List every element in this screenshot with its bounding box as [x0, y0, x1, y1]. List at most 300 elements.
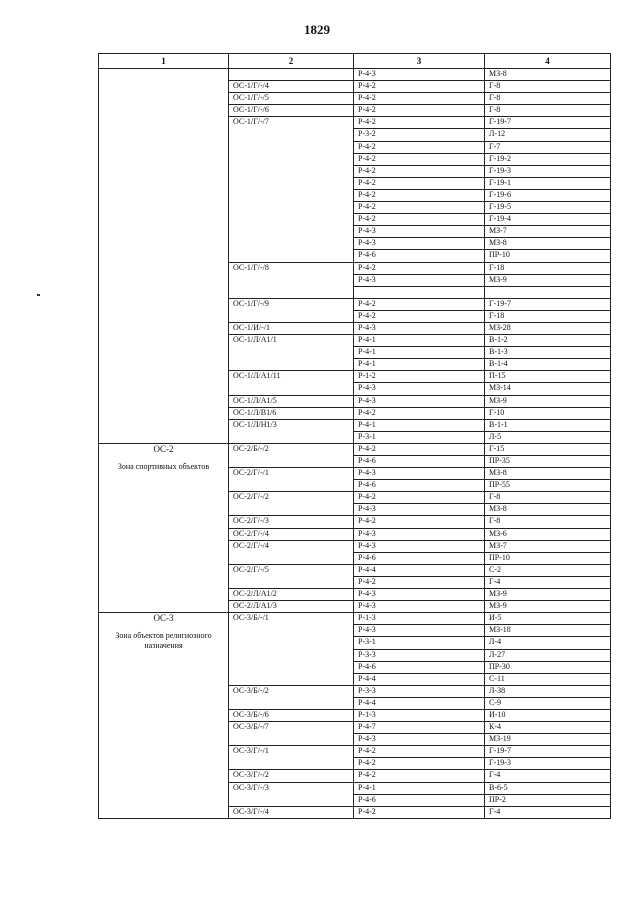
- table-row: [99, 347, 611, 359]
- subzone-cell: [229, 189, 354, 201]
- object-code-cell: Г-4: [485, 770, 611, 782]
- zone-cell: [99, 661, 229, 673]
- table-row: [99, 697, 611, 709]
- object-code-cell: ПР-30: [485, 661, 611, 673]
- column-header: 2: [229, 54, 354, 69]
- table-row: [99, 552, 611, 564]
- object-code-cell: Г-10: [485, 407, 611, 419]
- subzone-cell: [229, 226, 354, 238]
- subzone-cell: ОС-2/Г/-/5: [229, 564, 354, 576]
- regulation-code-cell: Р-4-1: [354, 359, 485, 371]
- regulation-code-cell: Р-4-3: [354, 383, 485, 395]
- zone-cell: [99, 153, 229, 165]
- regulation-code-cell: Р-3-1: [354, 637, 485, 649]
- regulation-code-cell: Р-4-3: [354, 274, 485, 286]
- zone-cell: [99, 419, 229, 431]
- regulation-code-cell: Р-4-2: [354, 141, 485, 153]
- regulation-code-cell: Р-4-3: [354, 69, 485, 81]
- zone-name: Зона спортивных объектов: [117, 461, 210, 471]
- zone-cell: [99, 697, 229, 709]
- zone-cell: [99, 407, 229, 419]
- zone-cell: [99, 492, 229, 504]
- object-code-cell: МЗ-8: [485, 504, 611, 516]
- subzone-cell: [229, 673, 354, 685]
- regulation-code-cell: Р-4-3: [354, 468, 485, 480]
- regulation-code-cell: Р-4-2: [354, 93, 485, 105]
- regulation-code-cell: [354, 286, 485, 298]
- object-code-cell: В-1-3: [485, 347, 611, 359]
- object-code-cell: Г-19-7: [485, 117, 611, 129]
- subzone-cell: [229, 238, 354, 250]
- subzone-cell: ОС-1/Г/-/9: [229, 298, 354, 310]
- table-row: [99, 383, 611, 395]
- regulation-code-cell: Р-4-6: [354, 456, 485, 468]
- table-row: [99, 589, 611, 601]
- zone-cell: [99, 589, 229, 601]
- regulation-code-cell: Р-4-3: [354, 528, 485, 540]
- subzone-cell: [229, 310, 354, 322]
- object-code-cell: ПР-10: [485, 552, 611, 564]
- table-row: [99, 226, 611, 238]
- subzone-cell: ОС-1/Л/А1/11: [229, 371, 354, 383]
- table-row: [99, 746, 611, 758]
- object-code-cell: МЗ-19: [485, 734, 611, 746]
- subzone-cell: [229, 153, 354, 165]
- zone-cell: [99, 552, 229, 564]
- subzone-cell: ОС-2/Б/-/2: [229, 443, 354, 455]
- object-code-cell: Г-7: [485, 141, 611, 153]
- object-code-cell: Л-38: [485, 685, 611, 697]
- subzone-cell: [229, 383, 354, 395]
- table-row: [99, 794, 611, 806]
- table-row: [99, 202, 611, 214]
- regulation-code-cell: Р-1-3: [354, 613, 485, 625]
- object-code-cell: МЗ-7: [485, 226, 611, 238]
- subzone-cell: [229, 274, 354, 286]
- object-code-cell: МЗ-8: [485, 69, 611, 81]
- subzone-cell: [229, 177, 354, 189]
- subzone-cell: ОС-2/Г/-/4: [229, 528, 354, 540]
- regulation-code-cell: Р-3-3: [354, 649, 485, 661]
- object-code-cell: МЗ-9: [485, 589, 611, 601]
- table-row: [99, 105, 611, 117]
- zone-cell: [99, 443, 229, 471]
- zone-cell: [99, 69, 229, 81]
- regulation-code-cell: Р-4-2: [354, 758, 485, 770]
- subzone-cell: [229, 141, 354, 153]
- zone-cell: [99, 528, 229, 540]
- regulation-code-cell: Р-4-1: [354, 782, 485, 794]
- table-row: [99, 661, 611, 673]
- table-row: [99, 262, 611, 274]
- object-code-cell: МЗ-14: [485, 383, 611, 395]
- table-row: [99, 709, 611, 721]
- object-code-cell: МЗ-8: [485, 238, 611, 250]
- regulation-code-cell: Р-4-2: [354, 310, 485, 322]
- table-row: [99, 371, 611, 383]
- regulation-code-cell: Р-4-6: [354, 794, 485, 806]
- zone-cell: [99, 93, 229, 105]
- subzone-cell: ОС-2/Г/-/3: [229, 516, 354, 528]
- object-code-cell: В-6-5: [485, 782, 611, 794]
- zone-cell: [99, 226, 229, 238]
- zone-cell: [99, 117, 229, 129]
- zone-cell: [99, 709, 229, 721]
- subzone-cell: ОС-3/Б/-/6: [229, 709, 354, 721]
- subzone-cell: [229, 456, 354, 468]
- regulation-code-cell: Р-4-2: [354, 492, 485, 504]
- regulation-code-cell: Р-4-6: [354, 250, 485, 262]
- zone-cell: [99, 431, 229, 443]
- column-header: 3: [354, 54, 485, 69]
- zone-cell: [99, 782, 229, 794]
- regulation-code-cell: Р-4-2: [354, 81, 485, 93]
- table-row: [99, 298, 611, 310]
- table-row: [99, 770, 611, 782]
- subzone-cell: ОС-3/Г/-/3: [229, 782, 354, 794]
- object-code-cell: Л-5: [485, 431, 611, 443]
- regulation-code-cell: Р-4-2: [354, 770, 485, 782]
- subzone-cell: ОС-2/Г/-/4: [229, 540, 354, 552]
- regulation-code-cell: Р-4-2: [354, 516, 485, 528]
- regulation-code-cell: Р-4-4: [354, 697, 485, 709]
- zone-cell: [99, 395, 229, 407]
- object-code-cell: МЗ-6: [485, 528, 611, 540]
- scan-speck: [37, 294, 40, 296]
- object-code-cell: МЗ-9: [485, 274, 611, 286]
- zone-cell: [99, 371, 229, 383]
- subzone-cell: [229, 637, 354, 649]
- object-code-cell: В-1-1: [485, 419, 611, 431]
- object-code-cell: Г-4: [485, 806, 611, 818]
- zone-cell: [99, 758, 229, 770]
- table-row: [99, 734, 611, 746]
- object-code-cell: МЗ-28: [485, 322, 611, 334]
- subzone-cell: ОС-1/И/-/1: [229, 322, 354, 334]
- table-row: [99, 685, 611, 697]
- zone-cell: [99, 601, 229, 613]
- table-row: [99, 443, 611, 455]
- regulation-code-cell: Р-4-4: [354, 564, 485, 576]
- zone-cell: [99, 504, 229, 516]
- table-row: [99, 504, 611, 516]
- subzone-cell: ОС-3/Б/-/7: [229, 722, 354, 734]
- regulation-code-cell: Р-1-3: [354, 709, 485, 721]
- subzone-cell: ОС-1/Л/А1/1: [229, 335, 354, 347]
- object-code-cell: ПР-55: [485, 480, 611, 492]
- object-code-cell: Г-19-5: [485, 202, 611, 214]
- table-row: [99, 722, 611, 734]
- zone-cell: [99, 576, 229, 588]
- table-row: [99, 141, 611, 153]
- table-row: [99, 69, 611, 81]
- object-code-cell: ПР-2: [485, 794, 611, 806]
- regulation-code-cell: Р-4-6: [354, 661, 485, 673]
- subzone-cell: ОС-1/Л/Н1/3: [229, 419, 354, 431]
- subzone-cell: [229, 286, 354, 298]
- subzone-cell: ОС-3/Г/-/1: [229, 746, 354, 758]
- object-code-cell: Г-19-6: [485, 189, 611, 201]
- zone-cell: [99, 286, 229, 298]
- subzone-cell: ОС-1/Г/-/5: [229, 93, 354, 105]
- object-code-cell: П-15: [485, 371, 611, 383]
- object-code-cell: ПР-35: [485, 456, 611, 468]
- table-row: [99, 117, 611, 129]
- object-code-cell: МЗ-18: [485, 625, 611, 637]
- regulation-code-cell: Р-4-2: [354, 165, 485, 177]
- object-code-cell: Г-19-3: [485, 758, 611, 770]
- zone-cell: [99, 480, 229, 492]
- table-row: [99, 165, 611, 177]
- regulation-code-cell: Р-4-3: [354, 540, 485, 552]
- table-row: [99, 673, 611, 685]
- table-row: [99, 322, 611, 334]
- object-code-cell: Г-8: [485, 105, 611, 117]
- zone-cell: [99, 274, 229, 286]
- regulation-code-cell: Р-4-3: [354, 589, 485, 601]
- zone-cell: [99, 298, 229, 310]
- object-code-cell: МЗ-9: [485, 601, 611, 613]
- regulation-code-cell: Р-4-2: [354, 177, 485, 189]
- subzone-cell: [229, 504, 354, 516]
- object-code-cell: В-1-4: [485, 359, 611, 371]
- object-code-cell: Г-8: [485, 516, 611, 528]
- object-code-cell: Г-4: [485, 576, 611, 588]
- regulation-code-cell: Р-4-2: [354, 806, 485, 818]
- subzone-cell: [229, 250, 354, 262]
- zone-cell: [99, 310, 229, 322]
- table-row: [99, 274, 611, 286]
- table-row: [99, 601, 611, 613]
- table-row: [99, 214, 611, 226]
- zone-code: ОС-2: [153, 443, 174, 454]
- subzone-cell: [229, 347, 354, 359]
- regulation-code-cell: Р-4-3: [354, 226, 485, 238]
- regulation-code-cell: Р-4-1: [354, 347, 485, 359]
- subzone-cell: ОС-1/Л/В1/6: [229, 407, 354, 419]
- object-code-cell: В-1-2: [485, 335, 611, 347]
- zone-cell: [99, 770, 229, 782]
- subzone-cell: [229, 625, 354, 637]
- object-code-cell: С-2: [485, 564, 611, 576]
- zone-cell: [99, 540, 229, 552]
- regulation-code-cell: Р-4-2: [354, 105, 485, 117]
- object-code-cell: Г-19-2: [485, 153, 611, 165]
- object-code-cell: К-4: [485, 722, 611, 734]
- regulation-code-cell: Р-4-3: [354, 322, 485, 334]
- regulation-code-cell: Р-4-1: [354, 419, 485, 431]
- subzone-cell: ОС-2/Л/А1/2: [229, 589, 354, 601]
- regulation-code-cell: Р-4-2: [354, 407, 485, 419]
- zone-cell: [99, 105, 229, 117]
- zone-cell: [99, 516, 229, 528]
- table-row: [99, 758, 611, 770]
- page-number: 1829: [304, 22, 330, 37]
- table-row: [99, 407, 611, 419]
- object-code-cell: Г-8: [485, 81, 611, 93]
- object-code-cell: И-10: [485, 709, 611, 721]
- regulation-code-cell: Р-3-1: [354, 431, 485, 443]
- object-code-cell: МЗ-9: [485, 395, 611, 407]
- object-code-cell: С-9: [485, 697, 611, 709]
- object-code-cell: Г-8: [485, 93, 611, 105]
- regulation-code-cell: Р-4-3: [354, 625, 485, 637]
- object-code-cell: Л-12: [485, 129, 611, 141]
- subzone-cell: [229, 129, 354, 141]
- subzone-cell: [229, 202, 354, 214]
- table-row: [99, 153, 611, 165]
- column-header: 4: [485, 54, 611, 69]
- regulation-code-cell: Р-3-3: [354, 685, 485, 697]
- object-code-cell: Г-19-4: [485, 214, 611, 226]
- zone-cell: [99, 564, 229, 576]
- zone-cell: [99, 685, 229, 697]
- subzone-cell: ОС-1/Г/-/7: [229, 117, 354, 129]
- table-row: [99, 806, 611, 818]
- table-row: [99, 238, 611, 250]
- subzone-cell: [229, 69, 354, 81]
- table-row: [99, 359, 611, 371]
- zone-cell: [99, 189, 229, 201]
- regulation-code-cell: Р-4-1: [354, 335, 485, 347]
- table-row: [99, 129, 611, 141]
- regulation-code-cell: Р-4-2: [354, 202, 485, 214]
- subzone-cell: ОС-2/Л/А1/3: [229, 601, 354, 613]
- regulation-code-cell: Р-4-2: [354, 298, 485, 310]
- zone-code: ОС-3: [153, 613, 174, 624]
- table-row: [99, 286, 611, 298]
- regulation-code-cell: Р-4-2: [354, 214, 485, 226]
- zoning-table: [98, 53, 611, 819]
- regulation-code-cell: Р-4-2: [354, 189, 485, 201]
- subzone-cell: [229, 359, 354, 371]
- object-code-cell: Г-18: [485, 310, 611, 322]
- subzone-cell: [229, 661, 354, 673]
- table-row: [99, 431, 611, 443]
- zone-cell: [99, 613, 229, 651]
- table-body: [99, 69, 611, 819]
- zone-cell: [99, 238, 229, 250]
- zone-cell: [99, 202, 229, 214]
- header-row: [99, 54, 611, 69]
- regulation-code-cell: Р-4-2: [354, 746, 485, 758]
- regulation-code-cell: Р-4-3: [354, 504, 485, 516]
- regulation-code-cell: Р-4-2: [354, 153, 485, 165]
- subzone-cell: ОС-1/Г/-/4: [229, 81, 354, 93]
- object-code-cell: [485, 286, 611, 298]
- subzone-cell: ОС-2/Г/-/1: [229, 468, 354, 480]
- table-row: [99, 189, 611, 201]
- zone-cell: [99, 262, 229, 274]
- object-code-cell: Г-8: [485, 492, 611, 504]
- table-row: [99, 540, 611, 552]
- subzone-cell: [229, 480, 354, 492]
- object-code-cell: С-11: [485, 673, 611, 685]
- table-row: [99, 335, 611, 347]
- zone-cell: [99, 141, 229, 153]
- regulation-code-cell: Р-4-2: [354, 576, 485, 588]
- table-row: [99, 516, 611, 528]
- table-row: [99, 310, 611, 322]
- object-code-cell: Г-18: [485, 262, 611, 274]
- object-code-cell: И-5: [485, 613, 611, 625]
- zone-cell: [99, 347, 229, 359]
- subzone-cell: [229, 552, 354, 564]
- regulation-code-cell: Р-4-6: [354, 480, 485, 492]
- subzone-cell: [229, 431, 354, 443]
- zone-cell: [99, 673, 229, 685]
- regulation-code-cell: Р-1-2: [354, 371, 485, 383]
- subzone-cell: ОС-1/Л/А1/5: [229, 395, 354, 407]
- regulation-code-cell: Р-4-3: [354, 601, 485, 613]
- subzone-cell: ОС-3/Г/-/4: [229, 806, 354, 818]
- regulation-code-cell: Р-3-2: [354, 129, 485, 141]
- table-row: [99, 613, 611, 625]
- table-row: [99, 81, 611, 93]
- zone-cell: [99, 383, 229, 395]
- table-row: [99, 250, 611, 262]
- regulation-code-cell: Р-4-4: [354, 673, 485, 685]
- subzone-cell: [229, 794, 354, 806]
- table-row: [99, 492, 611, 504]
- regulation-code-cell: Р-4-2: [354, 117, 485, 129]
- subzone-cell: [229, 734, 354, 746]
- zone-cell: [99, 81, 229, 93]
- zone-cell: [99, 129, 229, 141]
- subzone-cell: [229, 649, 354, 661]
- table-row: [99, 782, 611, 794]
- zone-cell: [99, 177, 229, 189]
- object-code-cell: Г-19-1: [485, 177, 611, 189]
- subzone-cell: [229, 214, 354, 226]
- object-code-cell: Г-19-7: [485, 298, 611, 310]
- zone-cell: [99, 722, 229, 734]
- object-code-cell: Л-4: [485, 637, 611, 649]
- zone-cell: [99, 322, 229, 334]
- regulation-code-cell: Р-4-3: [354, 734, 485, 746]
- object-code-cell: Г-15: [485, 443, 611, 455]
- subzone-cell: ОС-3/Б/-/2: [229, 685, 354, 697]
- subzone-cell: [229, 165, 354, 177]
- subzone-cell: ОС-1/Г/-/6: [229, 105, 354, 117]
- object-code-cell: МЗ-7: [485, 540, 611, 552]
- zone-cell: [99, 746, 229, 758]
- subzone-cell: [229, 758, 354, 770]
- regulation-code-cell: Р-4-2: [354, 443, 485, 455]
- zone-cell: [99, 806, 229, 818]
- regulation-code-cell: Р-4-3: [354, 395, 485, 407]
- object-code-cell: ПР-10: [485, 250, 611, 262]
- zone-cell: [99, 250, 229, 262]
- zone-cell: [99, 359, 229, 371]
- regulation-code-cell: Р-4-7: [354, 722, 485, 734]
- object-code-cell: Г-19-3: [485, 165, 611, 177]
- subzone-cell: [229, 576, 354, 588]
- subzone-cell: ОС-3/Б/-/1: [229, 613, 354, 625]
- zone-cell: [99, 794, 229, 806]
- table-row: [99, 528, 611, 540]
- table-row: [99, 419, 611, 431]
- regulation-code-cell: Р-4-3: [354, 238, 485, 250]
- subzone-cell: ОС-1/Г/-/8: [229, 262, 354, 274]
- table-row: [99, 480, 611, 492]
- subzone-cell: [229, 697, 354, 709]
- subzone-cell: ОС-3/Г/-/2: [229, 770, 354, 782]
- object-code-cell: Г-19-7: [485, 746, 611, 758]
- zone-cell: [99, 214, 229, 226]
- table-row: [99, 177, 611, 189]
- regulation-code-cell: Р-4-2: [354, 262, 485, 274]
